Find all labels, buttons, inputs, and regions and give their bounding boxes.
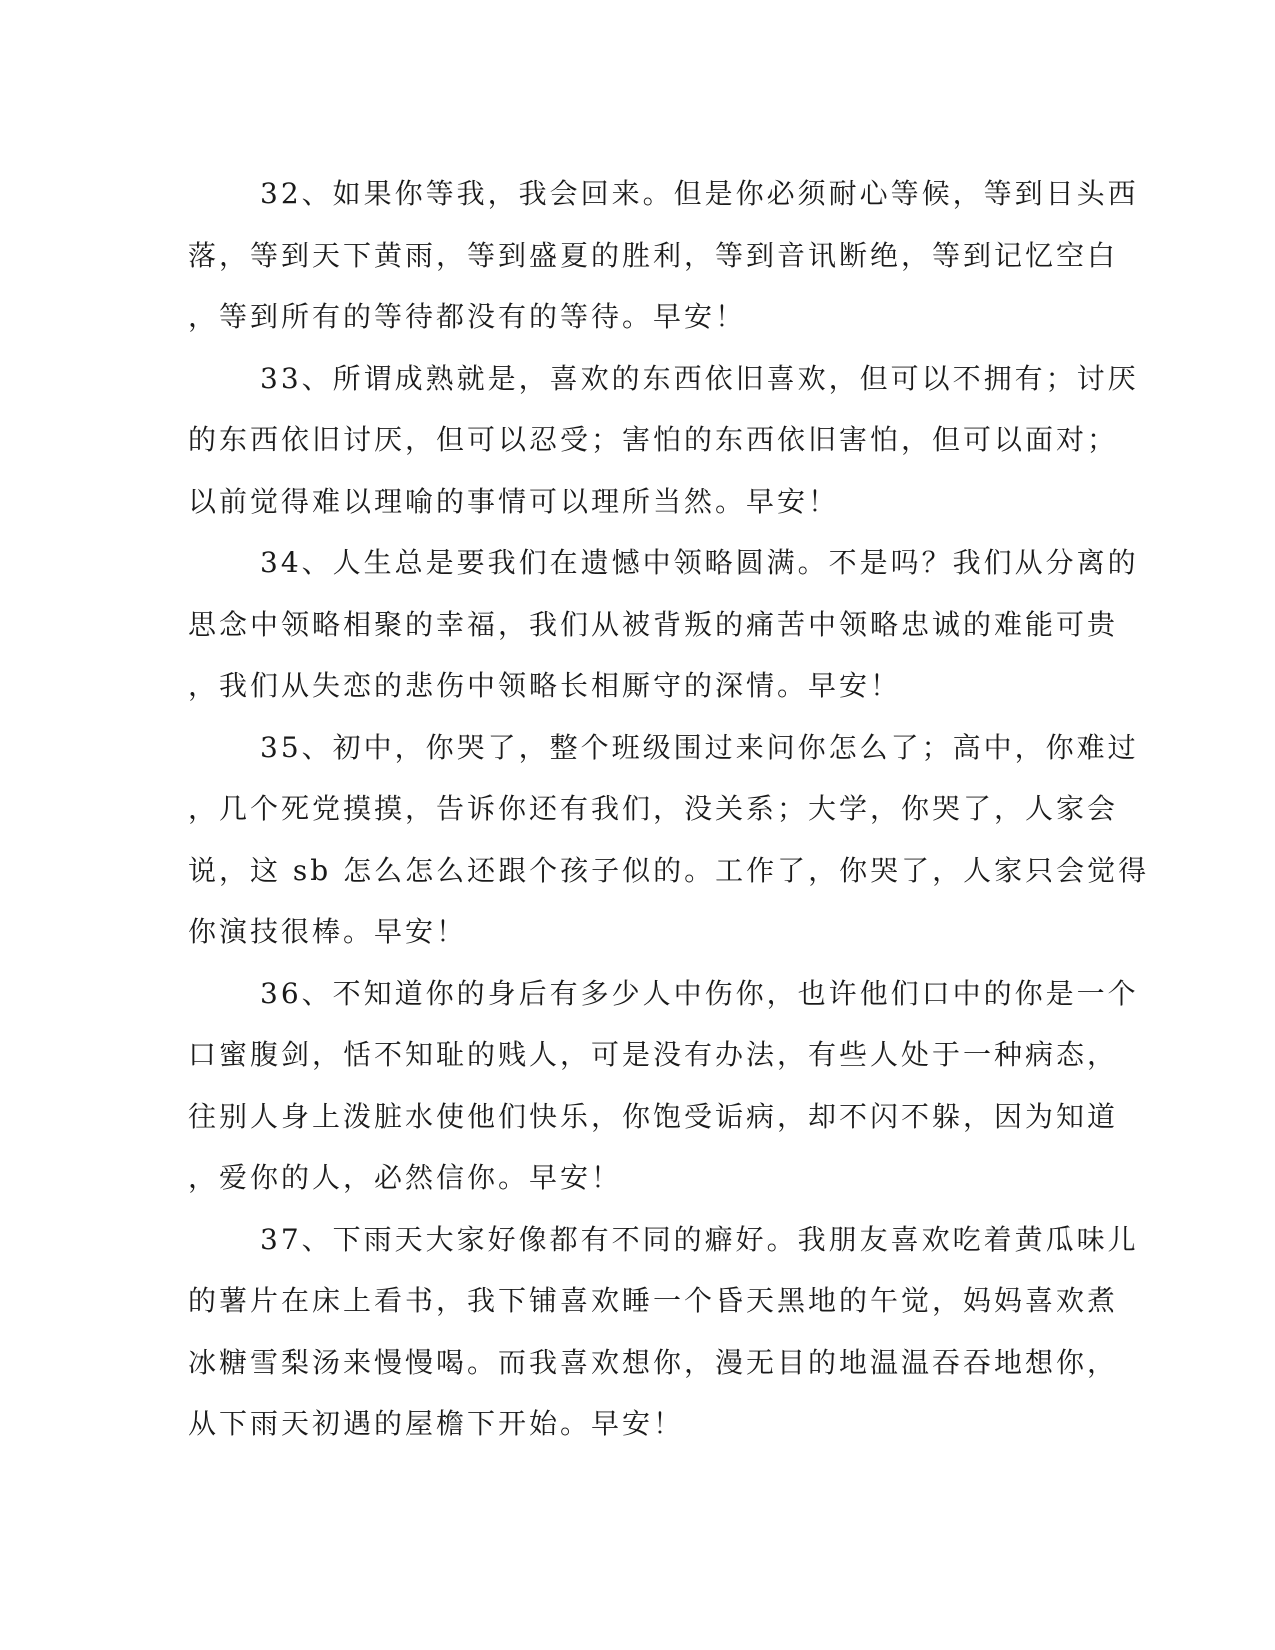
text-line: 你演技很棒。早安！ (188, 915, 468, 948)
text-line: 35、初中，你哭了，整个班级围过来问你怎么了；高中，你难过 (260, 730, 1139, 764)
paragraph-33 (188, 348, 1139, 533)
text-line: 37、下雨天大家好像都有不同的癖好。我朋友喜欢吃着黄瓜味儿 (260, 1222, 1139, 1256)
text-line: 落，等到天下黄雨，等到盛夏的胜利，等到音讯断绝，等到记忆空白 (188, 238, 1119, 272)
text-line: 从下雨天初遇的屋檐下开始。早安！ (188, 1407, 685, 1440)
paragraph-34 (188, 532, 1139, 717)
text-line: 34、人生总是要我们在遗憾中领略圆满。不是吗？我们从分离的 (260, 546, 1139, 579)
text-line: 的东西依旧讨厌，但可以忍受；害怕的东西依旧害怕，但可以面对； (188, 423, 1119, 456)
text-line: ，我们从失恋的悲伤中领略长相厮守的深情。早安！ (188, 669, 902, 702)
text-line: 33、所谓成熟就是，喜欢的东西依旧喜欢，但可以不拥有；讨厌 (260, 361, 1139, 395)
text-line: ，几个死党摸摸，告诉你还有我们，没关系；大学，你哭了，人家会 (188, 792, 1119, 825)
paragraph-32 (188, 163, 1139, 348)
text-line: ，爱你的人，必然信你。早安！ (188, 1161, 623, 1194)
text-line: 36、不知道你的身后有多少人中伤你，也许他们口中的你是一个 (260, 976, 1139, 1010)
document-body (188, 163, 1150, 1455)
text-line: 口蜜腹剑，恬不知耻的贱人，可是没有办法，有些人处于一种病态， (188, 1038, 1119, 1071)
text-line: 往别人身上泼脏水使他们快乐，你饱受诟病，却不闪不躲，因为知道 (188, 1099, 1119, 1133)
text-line: 冰糖雪梨汤来慢慢喝。而我喜欢想你，漫无目的地温温吞吞地想你， (188, 1345, 1119, 1379)
text-line: ，等到所有的等待都没有的等待。早安！ (188, 300, 747, 333)
text-line: 思念中领略相聚的幸福，我们从被背叛的痛苦中领略忠诚的难能可贵 (188, 607, 1119, 641)
text-line: 以前觉得难以理喻的事情可以理所当然。早安！ (188, 484, 840, 518)
paragraph-36 (188, 963, 1139, 1209)
text-line: 说，这 sb 怎么怎么还跟个孩子似的。工作了，你哭了，人家只会觉得 (188, 853, 1150, 887)
text-line: 的薯片在床上看书，我下铺喜欢睡一个昏天黑地的午觉，妈妈喜欢煮 (188, 1284, 1119, 1317)
paragraph-35 (188, 717, 1150, 963)
text-line: 32、如果你等我，我会回来。但是你必须耐心等候，等到日头西 (260, 177, 1139, 210)
paragraph-37 (188, 1209, 1139, 1455)
